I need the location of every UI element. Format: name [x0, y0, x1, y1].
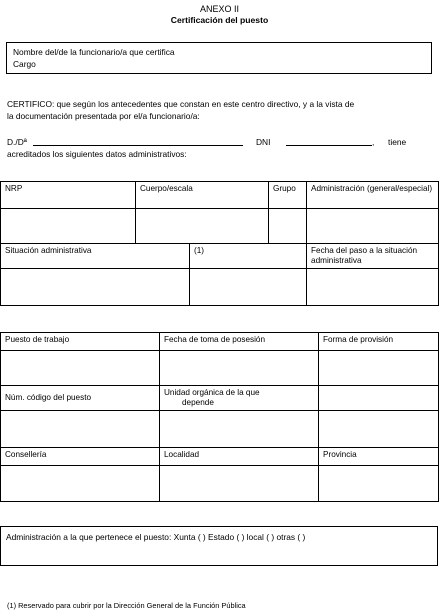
unidad-header-line1: Unidad orgánica de la que — [164, 388, 260, 397]
unidad-header — [160, 386, 319, 411]
administration-box — [0, 526, 438, 566]
provincia-cell[interactable] — [319, 466, 439, 502]
cuerpo-cell[interactable] — [136, 209, 269, 244]
situacion-cell[interactable] — [1, 269, 190, 306]
forma-cell[interactable] — [319, 351, 439, 386]
fecha-paso-header: Fecha del paso a la situación administrativa — [307, 244, 439, 269]
admin-data-table — [0, 181, 439, 306]
nrp-header: NRP — [1, 182, 136, 209]
blank-header — [319, 386, 439, 411]
fecha-paso-cell[interactable] — [307, 269, 439, 306]
grupo-cell[interactable] — [269, 209, 307, 244]
comma-text: , — [372, 137, 375, 147]
name-input-line[interactable] — [33, 145, 243, 146]
unidad-header-line2: depende — [182, 398, 214, 407]
dni-label: DNI — [256, 137, 271, 147]
certifier-name-label: Nombre del/de la funcionario/a que certifica — [13, 47, 175, 57]
dni-input-line[interactable] — [286, 145, 372, 146]
localidad-cell[interactable] — [160, 466, 319, 502]
nrp-cell[interactable] — [1, 209, 136, 244]
provincia-header: Provincia — [319, 448, 439, 466]
codigo-cell[interactable] — [1, 411, 160, 448]
dd-label: D./Dª — [7, 137, 27, 147]
post-data-table — [0, 332, 439, 502]
certification-text-line2: la documentación presentada por el/a funcionario/a: — [7, 111, 200, 121]
cuerpo-header: Cuerpo/escala — [136, 182, 269, 209]
administracion-cell[interactable] — [307, 209, 439, 244]
blank-cell[interactable] — [319, 411, 439, 448]
document-title: Certificación del puesto — [170, 15, 269, 25]
note-ref-header: (1) — [190, 244, 307, 269]
fecha-toma-cell[interactable] — [160, 351, 319, 386]
localidad-header: Localidad — [160, 448, 319, 466]
certifier-box — [6, 42, 432, 74]
administracion-header: Administración (general/especial) — [307, 182, 439, 209]
conselleria-cell[interactable] — [1, 466, 160, 502]
certifier-post-label: Cargo — [13, 59, 36, 69]
certification-text-line1: CERTIFICO: que según los antecedentes que constan en este centro directivo, y a la vista de — [7, 99, 355, 109]
forma-header: Forma de provisión — [319, 333, 439, 351]
footnote: (1) Reservado para cubrir por la Dirección General de la Función Pública — [7, 601, 246, 610]
certification-text-line4: acreditados los siguientes datos administrativos: — [7, 149, 187, 159]
fecha-toma-header: Fecha de toma de posesión — [160, 333, 319, 351]
note-ref-cell[interactable] — [190, 269, 307, 306]
puesto-header: Puesto de trabajo — [1, 333, 160, 351]
situacion-header: Situación administrativa — [1, 244, 190, 269]
tiene-text: tiene — [388, 137, 407, 147]
conselleria-header: Consellería — [1, 448, 160, 466]
unidad-cell[interactable] — [160, 411, 319, 448]
annex-label: ANEXO II — [199, 4, 239, 14]
administration-text: Administración a la que pertenece el puesto: Xunta ( ) Estado ( ) local ( ) otras ( ) — [6, 532, 306, 542]
codigo-header: Núm. código del puesto — [1, 386, 160, 411]
grupo-header: Grupo — [269, 182, 307, 209]
puesto-cell[interactable] — [1, 351, 160, 386]
